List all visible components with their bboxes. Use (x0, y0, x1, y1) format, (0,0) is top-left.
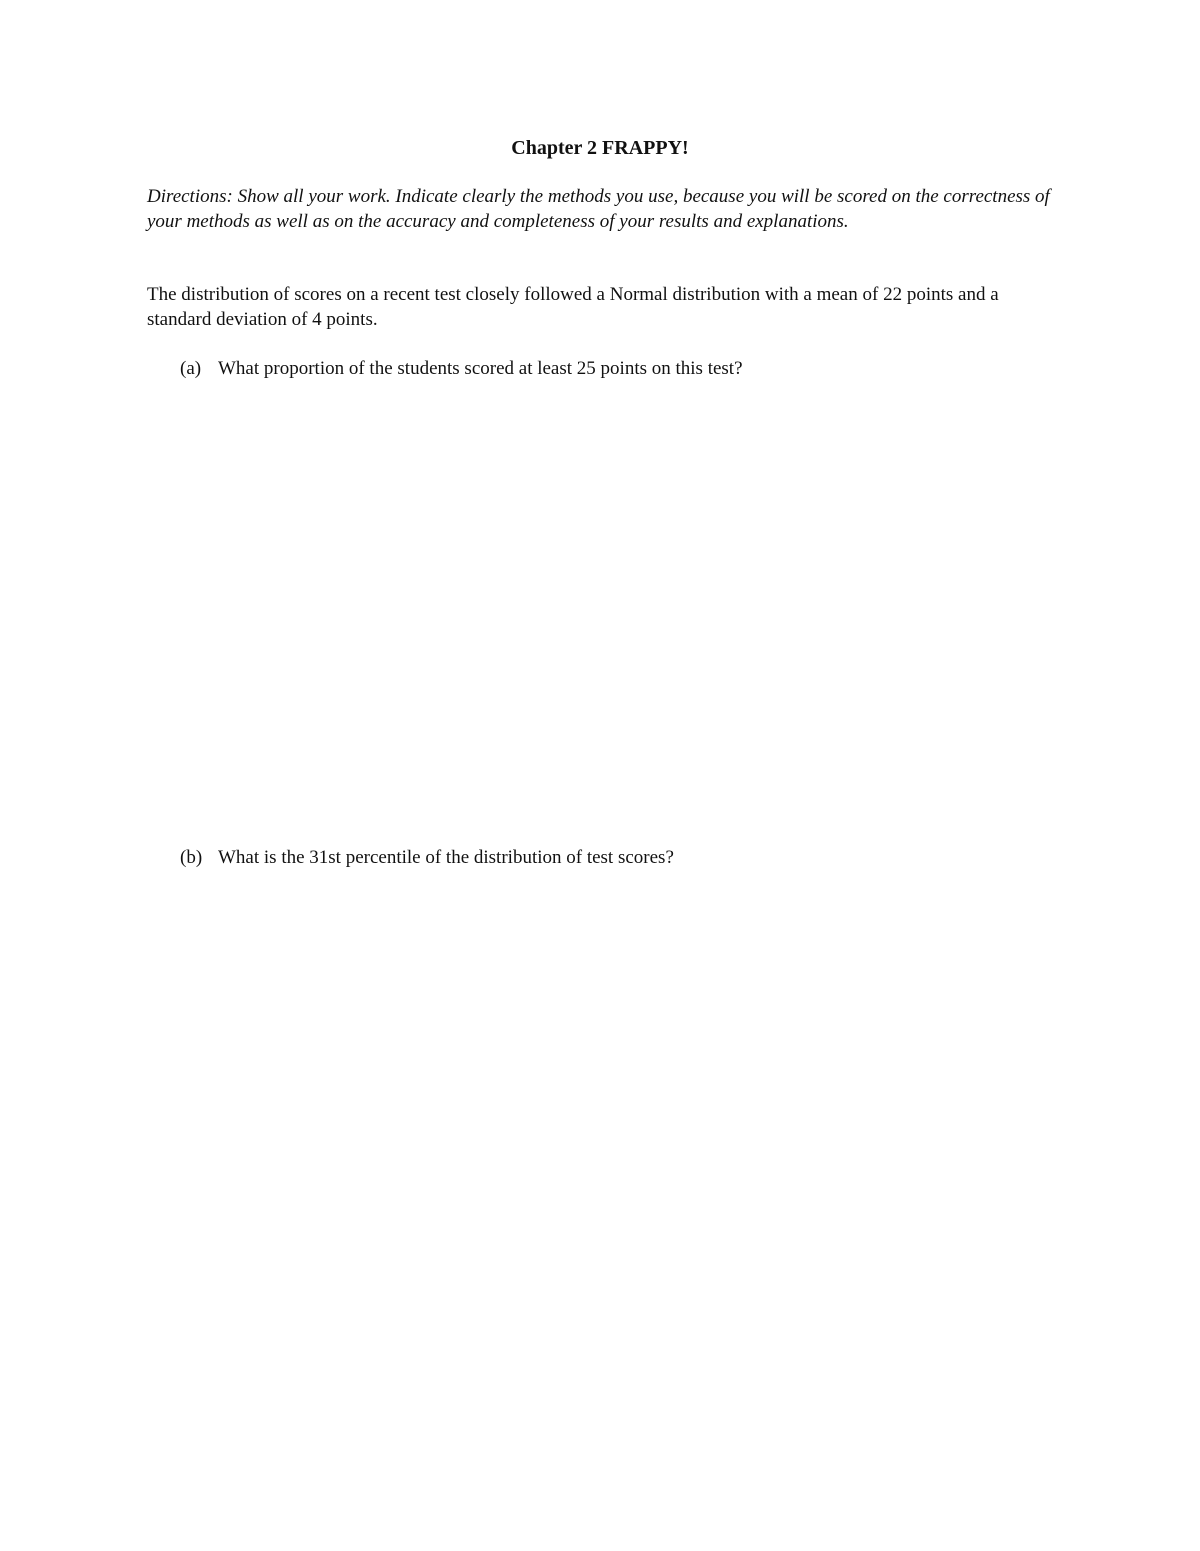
question-marker: (a) (180, 358, 202, 379)
question-text: What is the 31st percentile of the distribution of test scores? (218, 847, 674, 868)
directions-text: Directions: Show all your work. Indicate clearly the methods you use, because you will be scored on the correctness of your methods as well as on the accuracy and completeness of your results and explanations. (147, 186, 1050, 232)
page-title: Chapter 2 FRAPPY! (511, 137, 689, 159)
question-marker: (b) (180, 847, 203, 868)
question-b (180, 845, 1060, 870)
question-a (180, 356, 1060, 381)
question-text: What proportion of the students scored at least 25 points on this test? (218, 358, 743, 379)
problem-statement: The distribution of scores on a recent test closely followed a Normal distribution with a mean of 22 points and a standard deviation of 4 points. (147, 284, 999, 330)
